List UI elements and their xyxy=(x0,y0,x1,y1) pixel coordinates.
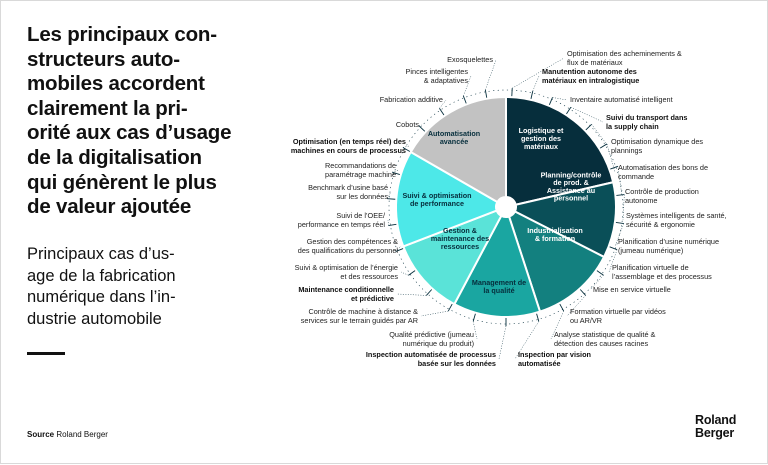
spoke-tick xyxy=(537,314,539,322)
spoke-tick xyxy=(463,96,466,103)
spoke-tick xyxy=(586,124,592,130)
use-case-label: Maintenance conditionnelle et prédictive xyxy=(298,285,394,303)
use-case-label: Cobots xyxy=(396,120,419,129)
subheadline-line: dustrie automobile xyxy=(27,310,162,328)
use-case-label: Recommandations de paramétrage machine xyxy=(325,161,396,179)
use-case-label: Planification virtuelle de l’assemblage et des processus xyxy=(612,263,712,281)
headline-line: qui génèrent le plus xyxy=(27,171,217,194)
use-case-label: Inspection automatisée de processus basée sur les données xyxy=(366,350,496,368)
leader-line xyxy=(421,311,448,316)
spoke-tick xyxy=(610,247,617,250)
spoke-tick xyxy=(531,91,533,99)
use-case-label: Inventaire automatisé intelligent xyxy=(570,95,673,104)
spoke-tick xyxy=(409,271,416,276)
headline-line: orité aux cas d’usage xyxy=(27,121,231,144)
spoke-tick xyxy=(549,97,552,104)
spoke-tick xyxy=(448,304,452,311)
leader-line xyxy=(571,107,603,122)
leader-line xyxy=(485,60,496,90)
use-case-label: Qualité prédictive (jumeau numérique du produit) xyxy=(389,330,474,348)
use-case-label: Pinces intelligentes & adaptatives xyxy=(406,67,469,85)
use-case-label: Optimisation des acheminements & flux de matériaux xyxy=(567,49,682,67)
spoke-tick xyxy=(560,304,564,311)
spoke-tick xyxy=(419,126,425,131)
use-case-label: Gestion des compétences & des qualifications du personnel xyxy=(298,237,399,255)
use-case-label: Fabrication additive xyxy=(380,95,443,104)
use-case-label: Formation virtuelle par vidéos ou AR/VR xyxy=(570,307,666,325)
use-case-label: Suivi & optimisation de l’énergie et des ressources xyxy=(295,263,399,281)
use-case-label: Inspection par vision automatisée xyxy=(518,350,591,368)
spoke-tick xyxy=(426,289,431,295)
use-case-wheel xyxy=(1,1,768,465)
use-case-label: Systèmes intelligents de santé, sécurité & ergonomie xyxy=(626,211,727,229)
headline-line: de la digitalisation xyxy=(27,146,202,169)
headline-line: Les principaux con- xyxy=(27,23,217,46)
spoke-tick xyxy=(580,289,585,295)
spoke-tick xyxy=(616,195,624,196)
headline-line: structeurs auto- xyxy=(27,48,180,71)
use-case-label: Contrôle de machine à distance & services sur le terrain guidés par AR xyxy=(301,307,418,325)
spoke-tick xyxy=(600,144,607,148)
leader-line xyxy=(397,294,426,295)
spoke-tick xyxy=(473,314,475,322)
headline-line: clairement la pri- xyxy=(27,97,187,120)
use-case-label: Contrôle de production autonome xyxy=(625,187,699,205)
source-label: Source xyxy=(27,430,54,439)
leader-line xyxy=(401,272,409,275)
use-case-label: Mise en service virtuelle xyxy=(593,285,671,294)
use-case-label: Suivi du transport dans la supply chain xyxy=(606,113,688,131)
segment-label-qualite: Management de la qualité xyxy=(472,278,526,295)
use-case-label: Exosquelettes xyxy=(447,55,493,64)
leader-line xyxy=(499,326,506,359)
segment-label-planning: Planning/contrôle de prod. & Assistance au personnel xyxy=(541,170,602,202)
subheadline-line: Principaux cas d’us- xyxy=(27,245,175,263)
segment-label-maintenance: Gestion & maintenance des ressources xyxy=(431,226,489,251)
leader-line xyxy=(533,76,539,91)
logo-line-2: Berger xyxy=(695,427,736,440)
headline-line: mobiles accordent xyxy=(27,72,205,95)
subheadline-line: numérique dans l’in- xyxy=(27,288,176,306)
segment-label-industrialisation: Industrialisation & formation xyxy=(527,226,583,243)
use-case-label: Automatisation des bons de commande xyxy=(618,163,708,181)
segment-label-performance: Suivi & optimisation de performance xyxy=(402,191,471,208)
spoke-tick xyxy=(485,90,486,98)
spoke-tick xyxy=(387,199,395,200)
leader-line xyxy=(552,97,567,100)
use-case-label: Benchmark d’usine basé sur les données xyxy=(308,183,388,201)
source-value: Roland Berger xyxy=(56,430,108,439)
use-case-label: Suivi de l’OEE/ performance en temps réel xyxy=(298,211,386,229)
use-case-label: Manutention autonome des matériaux en intralogistique xyxy=(542,67,639,85)
subheadline-line: age de la fabrication xyxy=(27,267,176,285)
spoke-tick xyxy=(388,224,396,225)
segment-label-logistique: Logistique et gestion des matériaux xyxy=(519,126,564,151)
roland-berger-logo xyxy=(695,414,736,440)
logo-line-1: Roland xyxy=(695,414,736,427)
source-note xyxy=(27,430,108,440)
segment-label-automatisation: Automatisation avancée xyxy=(428,129,480,146)
spoke-tick xyxy=(616,222,624,223)
use-case-label: Planification d’usine numérique (jumeau numérique) xyxy=(618,237,719,255)
use-case-label: Optimisation (en temps réel) des machines en cours de processus xyxy=(291,137,406,155)
use-case-label: Optimisation dynamique des plannings xyxy=(611,137,703,155)
headline-line: de valeur ajoutée xyxy=(27,195,191,218)
use-case-label: Analyse statistique de qualité & détection des causes racines xyxy=(554,330,656,348)
